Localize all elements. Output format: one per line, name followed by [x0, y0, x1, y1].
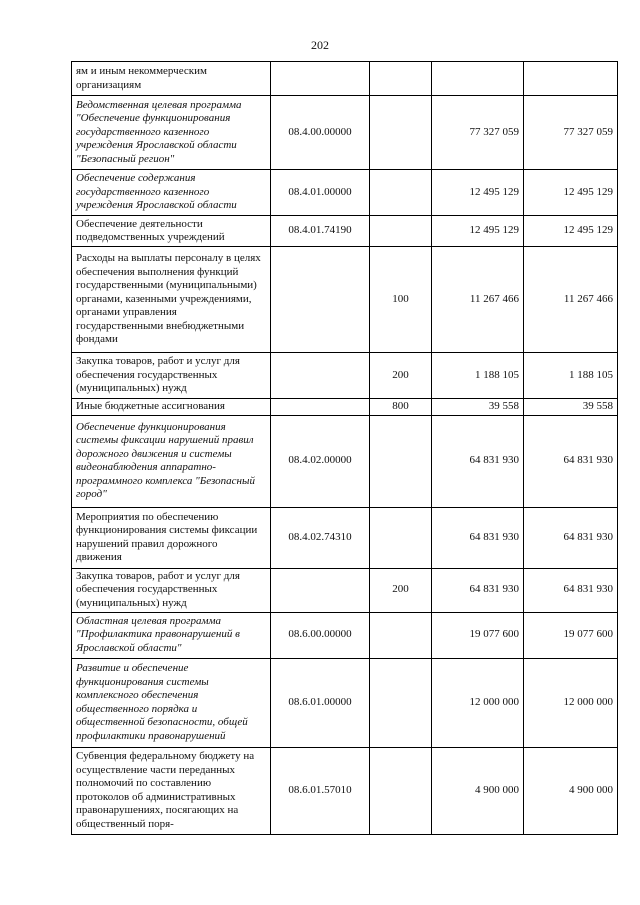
row-name: Обеспечение содержания государственного казенного учреждения Ярославской области	[72, 170, 271, 216]
row-amount-2: 11 267 466	[524, 247, 618, 353]
row-name: Мероприятия по обеспечению функционирования системы фиксации нарушений правил дорожного движения	[72, 507, 271, 568]
row-amount-2: 12 495 129	[524, 216, 618, 247]
table-row	[72, 612, 618, 658]
table-row	[72, 507, 618, 568]
row-code: 08.6.01.57010	[271, 747, 370, 834]
table-row	[72, 415, 618, 507]
row-amount-2: 39 558	[524, 399, 618, 416]
budget-table	[71, 61, 618, 835]
row-amount-1: 12 495 129	[432, 216, 524, 247]
row-name: Развитие и обеспечение функционирования системы комплексного обеспечения общественного порядка и общественной безопасности, общей профилактики правонарушений	[72, 658, 271, 747]
row-amount-1: 77 327 059	[432, 96, 524, 170]
row-expense-type	[370, 415, 432, 507]
table-row	[72, 747, 618, 834]
row-amount-1: 12 495 129	[432, 170, 524, 216]
row-code	[271, 353, 370, 399]
row-amount-1: 64 831 930	[432, 507, 524, 568]
row-amount-2: 64 831 930	[524, 507, 618, 568]
row-amount-2: 4 900 000	[524, 747, 618, 834]
row-expense-type: 100	[370, 247, 432, 353]
row-name: Иные бюджетные ассигнования	[72, 399, 271, 416]
row-amount-1: 64 831 930	[432, 568, 524, 612]
row-code: 08.6.01.00000	[271, 658, 370, 747]
row-amount-1: 39 558	[432, 399, 524, 416]
row-expense-type	[370, 96, 432, 170]
row-expense-type	[370, 658, 432, 747]
row-amount-1: 19 077 600	[432, 612, 524, 658]
row-name: Ведомственная целевая программа "Обеспечение функционирования государственного казенного учреждения Ярославской области "Безопасный регион"	[72, 96, 271, 170]
row-name: Закупка товаров, работ и услуг для обеспечения государственных (муниципальных) нужд	[72, 353, 271, 399]
table-row	[72, 96, 618, 170]
row-amount-1: 11 267 466	[432, 247, 524, 353]
row-name: Закупка товаров, работ и услуг для обеспечения государственных (муниципальных) нужд	[72, 568, 271, 612]
table-row	[72, 399, 618, 416]
row-code	[271, 247, 370, 353]
row-code	[271, 399, 370, 416]
row-name: Обеспечение деятельности подведомственных учреждений	[72, 216, 271, 247]
table-row	[72, 170, 618, 216]
row-code: 08.4.00.00000	[271, 96, 370, 170]
row-amount-2: 64 831 930	[524, 415, 618, 507]
row-amount-1: 64 831 930	[432, 415, 524, 507]
row-code: 08.4.01.74190	[271, 216, 370, 247]
row-amount-1: 1 188 105	[432, 353, 524, 399]
row-expense-type	[370, 747, 432, 834]
row-name: Субвенция федеральному бюджету на осуществление части переданных полномочий по составлению протоколов об административных правонарушениях, посягающих на общественный поря-	[72, 747, 271, 834]
row-expense-type	[370, 612, 432, 658]
row-expense-type	[370, 216, 432, 247]
row-expense-type	[370, 62, 432, 96]
row-name: Обеспечение функционирования системы фиксации нарушений правил дорожного движения и системы видеонаблюдения аппаратно-программного комплекса "Безопасный город"	[72, 415, 271, 507]
row-amount-2: 1 188 105	[524, 353, 618, 399]
row-code: 08.4.01.00000	[271, 170, 370, 216]
table-row	[72, 353, 618, 399]
row-code: 08.4.02.74310	[271, 507, 370, 568]
row-expense-type: 200	[370, 568, 432, 612]
row-expense-type: 800	[370, 399, 432, 416]
row-amount-2	[524, 62, 618, 96]
table-row	[72, 247, 618, 353]
row-expense-type: 200	[370, 353, 432, 399]
row-code	[271, 62, 370, 96]
row-amount-1: 4 900 000	[432, 747, 524, 834]
row-expense-type	[370, 507, 432, 568]
row-expense-type	[370, 170, 432, 216]
row-name: ям и иным некоммерческим организациям	[72, 62, 271, 96]
table-row	[72, 62, 618, 96]
budget-table-body	[72, 62, 618, 835]
row-code	[271, 568, 370, 612]
table-row	[72, 568, 618, 612]
row-amount-2: 12 000 000	[524, 658, 618, 747]
row-code: 08.4.02.00000	[271, 415, 370, 507]
row-amount-1	[432, 62, 524, 96]
table-row	[72, 658, 618, 747]
row-name: Расходы на выплаты персоналу в целях обеспечения выполнения функций государственными (муниципальными) органами, казенными учреждениями, органами управления государственными внебюджетными фондами	[72, 247, 271, 353]
page-number: 202	[311, 38, 329, 52]
row-name: Областная целевая программа "Профилактика правонарушений в Ярославской области"	[72, 612, 271, 658]
row-amount-2: 19 077 600	[524, 612, 618, 658]
row-code: 08.6.00.00000	[271, 612, 370, 658]
row-amount-1: 12 000 000	[432, 658, 524, 747]
row-amount-2: 77 327 059	[524, 96, 618, 170]
row-amount-2: 12 495 129	[524, 170, 618, 216]
row-amount-2: 64 831 930	[524, 568, 618, 612]
table-row	[72, 216, 618, 247]
